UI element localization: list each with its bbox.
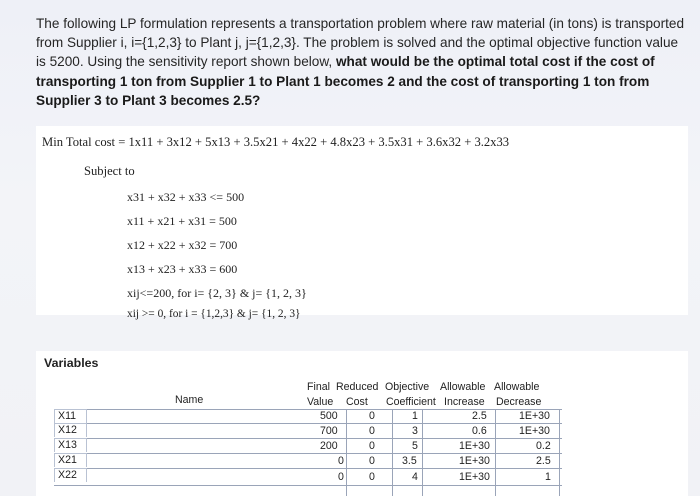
constraint: x13 + x23 + x33 = 600 [127, 262, 238, 276]
cell-allowable-increase: 1E+30 [459, 440, 490, 452]
objective-function: Min Total cost = 1x11 + 3x12 + 5x13 + 3.5x21 + 4x22 + 4.8x23 + 3.5x31 + 3.6x32 + 3.2x33 [42, 135, 510, 149]
table-row-name: X22 [54, 468, 87, 482]
cell-final-value: 0 [338, 471, 344, 483]
row-divider [54, 438, 562, 439]
cell-allowable-increase: 1E+30 [459, 455, 490, 467]
cell-allowable-increase: 0.6 [472, 425, 487, 437]
cell-final-value: 200 [320, 440, 338, 452]
header-name: Name [175, 394, 204, 406]
cell-final-value: 0 [338, 455, 344, 467]
cell-allowable-decrease: 1 [545, 471, 551, 483]
row-divider [54, 485, 562, 486]
question-text [36, 14, 688, 110]
cell-reduced-cost: 0 [369, 410, 375, 422]
constraint: x11 + x21 + x31 = 500 [127, 214, 237, 228]
constraint: xij >= 0, for i = {1,2,3} & j= {1, 2, 3} [127, 308, 301, 320]
cell-objective-coefficient: 3.5 [402, 455, 417, 467]
table-row-name: X12 [54, 423, 87, 437]
question-intro: The following LP formulation represents a transportation problem where raw material (in tons) is transported from Supplier i, i={1,2,3} to Plant j, j={1,2,3}. The problem is solved and the optimal objective function value is 5200. Using the sensitivity report shown below, [36, 16, 685, 70]
constraint: x12 + x22 + x32 = 700 [127, 238, 238, 252]
row-divider [54, 468, 562, 469]
table-row-name: X11 [54, 409, 87, 423]
cell-final-value: 500 [320, 410, 338, 422]
cell-allowable-decrease: 2.5 [536, 455, 551, 467]
cell-objective-coefficient: 1 [412, 410, 418, 422]
header-allowable-dec: Allowable [494, 381, 540, 393]
cell-reduced-cost: 0 [369, 440, 375, 452]
cell-allowable-decrease: 0.2 [536, 440, 551, 452]
cell-objective-coefficient: 3 [412, 425, 418, 437]
cell-allowable-increase: 1E+30 [459, 471, 490, 483]
header-final: Final [307, 381, 330, 393]
cell-allowable-decrease: 1E+30 [519, 410, 550, 422]
cell-final-value: 700 [320, 425, 338, 437]
row-divider [54, 453, 562, 454]
cell-objective-coefficient: 5 [412, 440, 418, 452]
lp-formulation [36, 126, 688, 320]
table-row-name: X13 [54, 438, 87, 452]
row-divider [54, 423, 562, 424]
header-value: Value [307, 396, 334, 408]
header-objective: Objective [385, 381, 430, 393]
cell-reduced-cost: 0 [369, 471, 375, 483]
cell-objective-coefficient: 4 [412, 471, 418, 483]
variables-title: Variables [44, 356, 99, 370]
constraint: xij<=200, for i= {2, 3} & j= {1, 2, 3} [127, 286, 307, 300]
header-cost: Cost [346, 396, 368, 408]
cell-reduced-cost: 0 [369, 425, 375, 437]
header-decrease: Decrease [496, 396, 542, 408]
cell-allowable-increase: 2.5 [472, 410, 487, 422]
sensitivity-report [36, 351, 688, 496]
constraint: x31 + x32 + x33 <= 500 [127, 190, 245, 204]
header-allowable-inc: Allowable [440, 381, 486, 393]
sensitivity-table [54, 375, 562, 496]
table-row-name: X21 [54, 453, 87, 467]
question-emphasis: what would be the optimal total cost if the cost of transporting 1 ton from Supplier 1 to Plant 1 becomes 2 and the cost of transporting 1 ton from Supplier 3 to Plant 3 becomes 2.5? [36, 54, 655, 108]
subject-to-label: Subject to [84, 164, 135, 178]
cell-allowable-decrease: 1E+30 [519, 425, 550, 437]
header-increase: Increase [444, 396, 485, 408]
header-reduced: Reduced [336, 381, 379, 393]
cell-reduced-cost: 0 [369, 455, 375, 467]
header-coefficient: Coefficient [386, 396, 436, 408]
